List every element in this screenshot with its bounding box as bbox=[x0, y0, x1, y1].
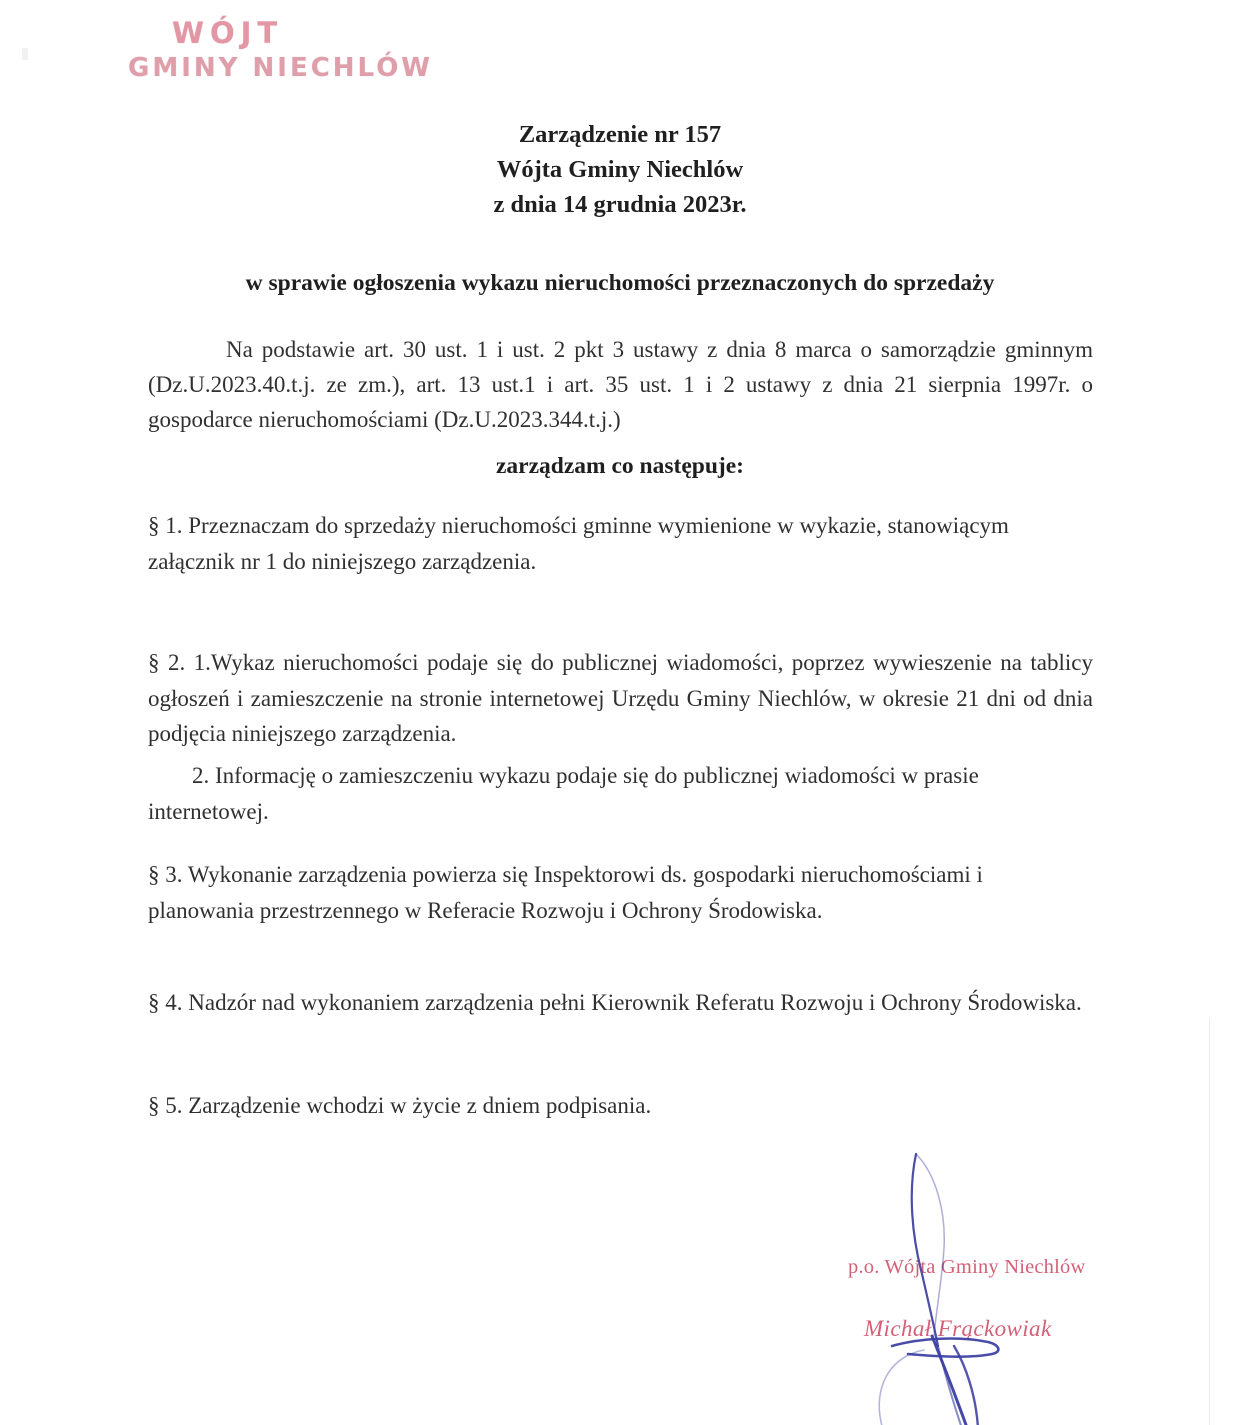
section-paragraph-2-item-2 bbox=[148, 758, 1093, 829]
title-line-3: z dnia 14 grudnia 2023r. bbox=[493, 190, 747, 218]
office-stamp-line2: GMINY NIECHLÓW bbox=[128, 53, 433, 84]
title-line-2: Wójta Gminy Niechlów bbox=[496, 155, 744, 183]
legal-basis-paragraph bbox=[148, 333, 1093, 438]
title-line-1: Zarządzenie nr 157 bbox=[518, 121, 722, 148]
section-paragraph-2-item-2-text: 2. Informację o zamieszczeniu wykazu podaje się do publicznej wiadomości w prasie internetowej. bbox=[148, 763, 979, 824]
office-stamp-header bbox=[128, 16, 558, 84]
signature-name-stamp: Michał Frąckowiak bbox=[864, 1316, 1052, 1341]
handwritten-signature-ink bbox=[820, 1140, 1120, 1425]
document-title bbox=[0, 118, 1240, 222]
section-paragraph-1: § 1. Przeznaczam do sprzedaży nieruchomości gminne wymienione w wykazie, stanowiącym załącznik nr 1 do niniejszego zarządzenia. bbox=[148, 513, 1009, 574]
signature-role-stamp: p.o. Wójta Gminy Niechlów bbox=[848, 1256, 1086, 1278]
section-paragraph-3: § 3. Wykonanie zarządzenia powierza się Inspektorowi ds. gospodarki nieruchomościami i planowania przestrzennego w Referacie Rozwoju i Ochrony Środowiska. bbox=[148, 862, 983, 923]
decree-intro: zarządzam co następuje: bbox=[496, 453, 744, 479]
section-paragraph-5: § 5. Zarządzenie wchodzi w życie z dniem podpisania. bbox=[148, 1093, 652, 1118]
legal-basis-text: Na podstawie art. 30 ust. 1 i ust. 2 pkt 3 ustawy z dnia 8 marca o samorządzie gminnym (Dz.U.2023.40.t.j. ze zm.), art. 13 ust.1 i art. 35 ust. 1 i 2 ustawy z dnia 21 sierpnia 1997r. o gospodarce nieruchomościami (Dz.U.2023.344.t.j.) bbox=[148, 337, 1093, 432]
document-subtitle: w sprawie ogłoszenia wykazu nieruchomości przeznaczonych do sprzedaży bbox=[245, 270, 995, 296]
scan-edge-line bbox=[1209, 1018, 1210, 1425]
scan-artifact-speck bbox=[22, 48, 28, 60]
signature-block bbox=[820, 1140, 1120, 1425]
office-stamp-line1: WÓJT bbox=[172, 16, 284, 50]
section-paragraph-2: § 2. 1.Wykaz nieruchomości podaje się do publicznej wiadomości, poprzez wywieszenie na tablicy ogłoszeń i zamieszczenie na stronie internetowej Urzędu Gminy Niechlów, w okresie 21 dni od dnia podjęcia niniejszego zarządzenia. bbox=[148, 650, 1093, 747]
section-paragraph-4: § 4. Nadzór nad wykonaniem zarządzenia pełni Kierownik Referatu Rozwoju i Ochrony Środowiska. bbox=[148, 990, 1082, 1015]
